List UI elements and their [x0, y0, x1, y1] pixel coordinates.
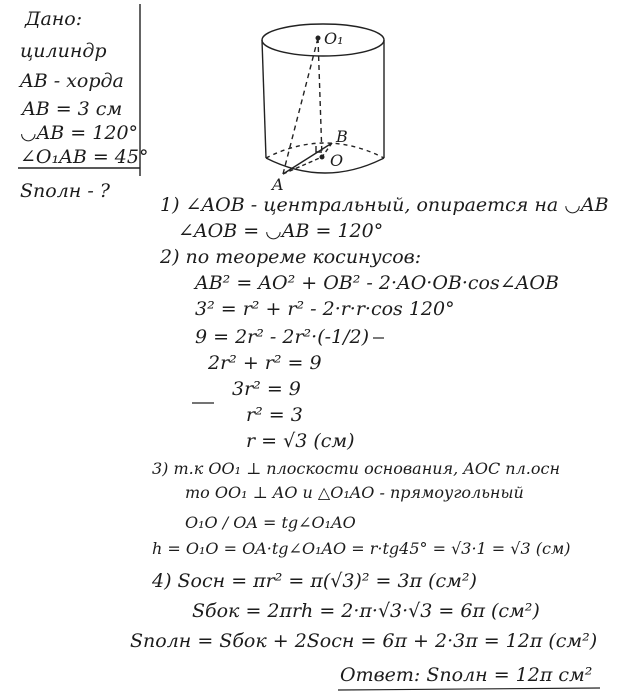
step2-line6: 3r² = 9	[232, 378, 301, 400]
cylinder-bottom-back-arc	[266, 143, 384, 158]
step4-line2: Sбок = 2πrh = 2·π·√3·√3 = 6π (см²)	[192, 600, 540, 622]
step4-line1: 4) Sосн = πr² = π(√3)² = 3π (см²)	[152, 570, 477, 592]
step1-line1: 1) ∠AOB - центральный, опирается на ◡AB	[160, 194, 609, 216]
given-cylinder: цилиндр	[20, 40, 107, 62]
given-angle-o1ab: ∠O₁AB = 45°	[20, 146, 149, 168]
label-a: A	[272, 175, 284, 194]
segment-ao1	[283, 38, 318, 174]
cylinder-top-ellipse	[262, 24, 384, 56]
cylinder-left-edge	[262, 40, 266, 158]
given-arc-ab: ◡AB = 120°	[20, 122, 139, 144]
step2-line5: 2r² + r² = 9	[208, 352, 322, 374]
step1-line2: ∠AOB = ◡AB = 120°	[178, 220, 384, 242]
cylinder-figure	[262, 24, 384, 174]
step2-line8: r = √3 (см)	[246, 430, 355, 452]
given-title: Дано:	[25, 8, 83, 30]
label-o: O	[330, 151, 344, 170]
answer-underline	[338, 688, 600, 690]
find-total-area: Sполн - ?	[20, 180, 110, 202]
point-o	[320, 155, 324, 159]
step3-line3: O₁O / OA = tg∠O₁AO	[185, 513, 356, 532]
answer: Ответ: Sполн = 12π см²	[340, 664, 593, 686]
step2-line3: 3² = r² + r² - 2·r·r·cos 120°	[195, 298, 455, 320]
step4-line3: Sполн = Sбок + 2Sосн = 6π + 2·3π = 12π (см²)	[130, 630, 598, 652]
step3-line2: то OO₁ ⊥ AO и △O₁AO - прямоугольный	[185, 483, 524, 502]
label-b: B	[336, 127, 348, 146]
given-chord: AB - хорда	[20, 70, 124, 92]
step3-line1: 3) т.к OO₁ ⊥ плоскости основания, AOC пл.осн	[152, 459, 561, 478]
point-o1	[316, 36, 320, 40]
step2-line2: AB² = AO² + OB² - 2·AO·OB·cos∠AOB	[195, 272, 559, 294]
step3-line4: h = O₁O = OA·tg∠O₁AO = r·tg45° = √3·1 = √3 (см)	[152, 539, 571, 558]
label-o1: O₁	[324, 29, 344, 48]
given-ab-length: AB = 3 см	[22, 98, 123, 120]
step2-line1: 2) по теореме косинусов:	[160, 246, 422, 268]
step2-line4: 9 = 2r² - 2r²·(-1/2)	[195, 326, 370, 348]
step2-line7: r² = 3	[246, 404, 303, 426]
